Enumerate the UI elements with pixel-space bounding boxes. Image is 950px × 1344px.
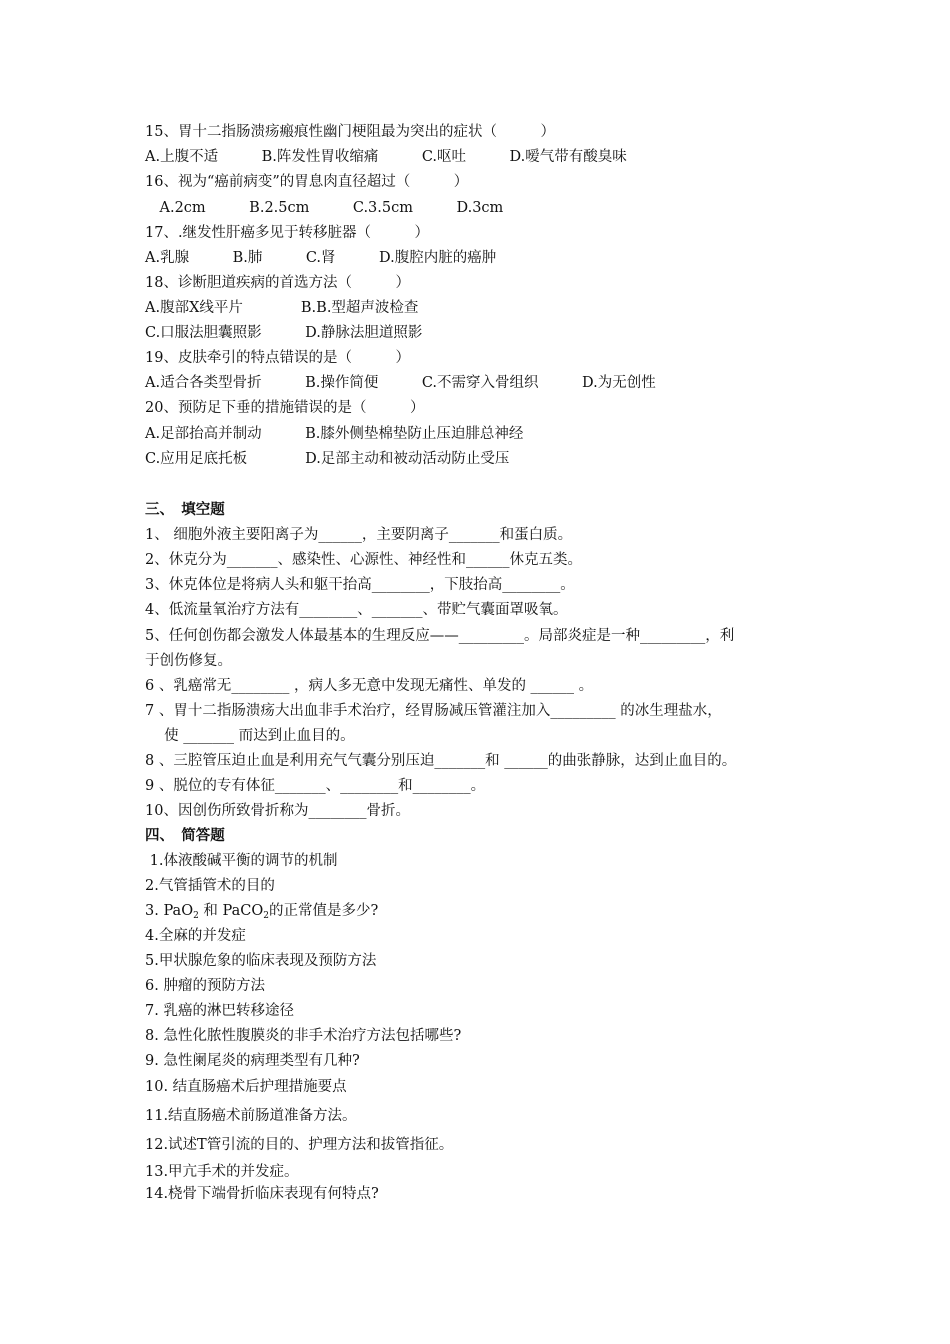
section-heading-short-answer: 四、 简答题 [145,827,225,844]
fill-question-7-line2: 使 _______ 而达到止血目的。 [145,728,355,744]
question-20-options-cd: C.应用足底托板 D.足部主动和被动活动防止受压 [145,451,510,467]
question-20-options-ab: A.足部抬高并制动 B.膝外侧垫棉垫防止压迫腓总神经 [145,426,524,442]
fill-question-5-line1: 5、任何创伤都会激发人体最基本的生理反应——_________。局部炎症是一种_________，利 [145,628,735,644]
short-question-3-mid: 和 PaCO [198,903,264,919]
question-18-options-ab: A.腹部X线平片 B.B.型超声波检查 [145,300,419,316]
short-question-8: 8. 急性化脓性腹膜炎的非手术治疗方法包括哪些? [145,1028,462,1044]
fill-question-7-line1: 7 、胃十二指肠溃疡大出血非手术治疗，经胃肠减压管灌注加入_________ 的冰生理盐水， [145,703,722,719]
section-heading-fill-in: 三、 填空题 [145,501,225,518]
fill-question-2: 2、休克分为_______、感染性、心源性、神经性和______休克五类。 [145,552,582,568]
short-question-11: 11.结直肠癌术前肠道准备方法。 [145,1108,357,1124]
subscript-2: 2 [263,911,270,921]
short-question-10: 10. 结直肠癌术后护理措施要点 [145,1079,347,1095]
fill-question-10: 10、因创伤所致骨折称为________骨折。 [145,803,410,819]
question-19-options: A.适合各类型骨折 B.操作简便 C.不需穿入骨组织 D.为无创性 [145,375,656,391]
short-question-4: 4.全麻的并发症 [145,928,246,944]
question-15: 15、胃十二指肠溃疡瘢痕性幽门梗阻最为突出的症状（ ） [145,124,555,140]
subscript-2: 2 [193,911,199,921]
short-question-9: 9. 急性阑尾炎的病理类型有几种? [145,1053,360,1069]
fill-question-6: 6 、乳癌常无________ ，病人多无意中发现无痛性、单发的 ______ 。 [145,678,594,694]
question-18-options-cd: C.口服法胆囊照影 D.静脉法胆道照影 [145,325,423,341]
question-19: 19、皮肤牵引的特点错误的是（ ） [145,350,410,366]
short-question-5: 5.甲状腺危象的临床表现及预防方法 [145,953,377,969]
short-question-12: 12.试述T管引流的目的、护理方法和拔管指征。 [145,1137,454,1153]
question-17-options: A.乳腺 B.肺 C.肾 D.腹腔内脏的癌肿 [145,250,497,266]
short-question-13: 13.甲亢手术的并发症。 [145,1164,299,1180]
fill-question-3: 3、休克体位是将病人头和躯干抬高________，下肢抬高________。 [145,577,575,593]
question-18: 18、诊断胆道疾病的首选方法（ ） [145,275,410,291]
short-question-7: 7. 乳癌的淋巴转移途径 [145,1003,294,1019]
fill-question-5-line2: 于创伤修复。 [145,653,232,669]
question-20: 20、预防足下垂的措施错误的是（ ） [145,400,425,416]
question-16-options: A.2cm B.2.5cm C.3.5cm D.3cm [145,200,504,216]
fill-question-4: 4、低流量氧治疗方法有________、_______、带贮气囊面罩吸氧。 [145,602,568,618]
short-question-2: 2.气管插管术的目的 [145,878,275,894]
short-question-3-suffix: 的正常值是多少? [269,903,379,919]
short-question-3-prefix: 3. PaO [145,903,194,919]
fill-question-8: 8 、三腔管压迫止血是利用充气气囊分别压迫_______和 ______的曲张静脉，达到止血目的。 [145,753,737,769]
short-question-1: 1.体液酸碱平衡的调节的机制 [145,853,338,869]
short-question-6: 6. 肿瘤的预防方法 [145,978,265,994]
short-question-3 [145,901,378,921]
fill-question-9: 9 、脱位的专有体征_______、________和________。 [145,778,486,794]
fill-question-1: 1、 细胞外液主要阳离子为______，主要阴离子_______和蛋白质。 [145,527,573,543]
question-17: 17、.继发性肝癌多见于转移脏器（ ） [145,225,430,241]
question-16: 16、视为“癌前病变”的胃息肉直径超过（ ） [145,174,469,190]
short-question-14: 14.桡骨下端骨折临床表现有何特点? [145,1186,379,1202]
question-15-options: A.上腹不适 B.阵发性胃收缩痛 C.呕吐 D.嗳气带有酸臭味 [145,149,627,165]
